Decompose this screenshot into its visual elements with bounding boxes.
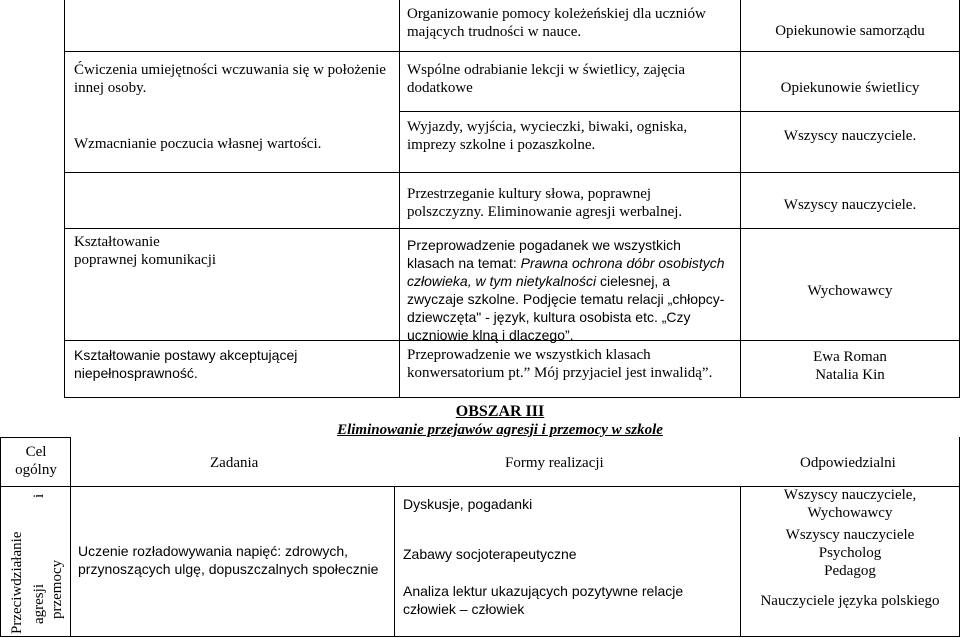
top-table-col-divider-2 bbox=[740, 0, 741, 398]
responsible-cell: Wychowawcy bbox=[807, 283, 893, 299]
task-cell: Wzmacnianie poczucia własnej wartości. bbox=[74, 136, 322, 152]
responsible-line: Wszyscy nauczyciele, bbox=[783, 487, 917, 503]
task-line: Kształtowanie bbox=[74, 234, 160, 250]
bottom-table-col-divider bbox=[740, 486, 741, 637]
form-item: Analiza lektur ukazujących pozytywne relacje człowiek – człowiek bbox=[403, 583, 684, 617]
task-cell: Ćwiczenia umiejętności wczuwania się w położenie innej osoby. bbox=[74, 62, 386, 96]
bottom-table-top-border bbox=[0, 437, 71, 438]
top-table-left-border bbox=[64, 0, 65, 398]
form-cell: Przestrzeganie kultury słowa, poprawnej polszczyzny. Eliminowanie agresji werbalnej. bbox=[407, 186, 683, 220]
responsible-cell bbox=[742, 486, 958, 522]
form-text: cielesnej, a zwyczaje szkolne. Podjęcie tematu relacji „chłopcy-dziewczęta" - język, kultura osobista etc. „Czy uczniowie klną i dlaczego”. bbox=[407, 273, 725, 343]
form-cell: Wyjazdy, wyjścia, wycieczki, biwaki, ogniska, imprezy szkolne i pozaszkolne. bbox=[407, 119, 688, 153]
bottom-table-col-divider bbox=[70, 437, 71, 637]
goal-vertical-text bbox=[30, 492, 48, 634]
responsible-line: Wszyscy nauczyciele bbox=[785, 527, 915, 543]
goal-word: i bbox=[31, 494, 47, 499]
form-item: Dyskusje, pogadanki bbox=[403, 496, 533, 512]
top-row-divider bbox=[399, 111, 960, 112]
goal-word: agresji bbox=[31, 584, 47, 624]
responsible-cell bbox=[742, 592, 958, 610]
responsible-line: Wychowawcy bbox=[807, 505, 893, 521]
responsible-cell bbox=[742, 348, 958, 384]
form-cell: Wspólne odrabianie lekcji w świetlicy, zajęcia dodatkowe bbox=[407, 62, 686, 96]
goal-vertical-text bbox=[48, 492, 66, 634]
section-subheading: Eliminowanie przejawów agresji i przemocy w szkole bbox=[337, 422, 663, 438]
bottom-table-col-divider bbox=[394, 486, 395, 637]
form-text-italic: Prawna ochrona dóbr osobistych człowieka, w tym nietykalności bbox=[407, 255, 725, 289]
form-text: Przeprowadzenie pogadanek we wszystkich klasach na temat: bbox=[407, 237, 681, 271]
top-table-bottom-border bbox=[64, 397, 960, 398]
task-cell bbox=[74, 233, 392, 269]
bottom-table-left-border bbox=[0, 437, 1, 637]
responsible-cell bbox=[742, 526, 958, 580]
header-goal: Cel ogólny bbox=[15, 444, 57, 478]
form-cell: Organizowanie pomocy koleżeńskiej dla uczniów mających trudności w nauce. bbox=[407, 6, 706, 40]
bottom-table-bottom-border bbox=[0, 636, 960, 637]
top-table-col-divider-1 bbox=[399, 0, 400, 398]
task-line: poprawnej komunikacji bbox=[74, 252, 217, 268]
responsible-line: Psycholog bbox=[818, 545, 882, 561]
responsible-line: Nauczyciele języka polskiego bbox=[760, 593, 940, 609]
goal-line: Przeciwdziałanie bbox=[9, 531, 25, 634]
top-row-divider bbox=[64, 228, 960, 229]
responsible-line: Natalia Kin bbox=[815, 367, 885, 383]
task-cell: Kształtowanie postawy akceptującej niepełnosprawność. bbox=[74, 347, 298, 381]
header-responsible: Odpowiedzialni bbox=[800, 455, 896, 471]
goal-line bbox=[30, 494, 48, 634]
responsible-line: Ewa Roman bbox=[813, 349, 887, 365]
responsible-cell: Wszyscy nauczyciele. bbox=[783, 128, 917, 144]
form-item: Zabawy socjoterapeutyczne bbox=[403, 546, 577, 562]
top-row-divider bbox=[64, 51, 960, 52]
top-row-divider bbox=[64, 172, 960, 173]
task-cell: Uczenie rozładowywania napięć: zdrowych, przynoszących ulgę, dopuszczalnych społecznie bbox=[78, 543, 379, 577]
header-forms: Formy realizacji bbox=[505, 455, 604, 471]
responsible-cell: Opiekunowie samorządu bbox=[775, 23, 925, 39]
responsible-line: Pedagog bbox=[824, 563, 876, 579]
header-tasks: Zadania bbox=[210, 455, 259, 471]
section-heading: OBSZAR III bbox=[455, 403, 545, 420]
goal-line: przemocy bbox=[49, 559, 65, 619]
form-cell: Przeprowadzenie we wszystkich klasach konwersatorium pt.” Mój przyjaciel jest inwalidą”. bbox=[407, 347, 713, 381]
responsible-cell: Wszyscy nauczyciele. bbox=[783, 197, 917, 213]
responsible-cell: Opiekunowie świetlicy bbox=[780, 80, 920, 96]
goal-vertical-text bbox=[8, 492, 26, 634]
form-cell bbox=[407, 236, 727, 344]
